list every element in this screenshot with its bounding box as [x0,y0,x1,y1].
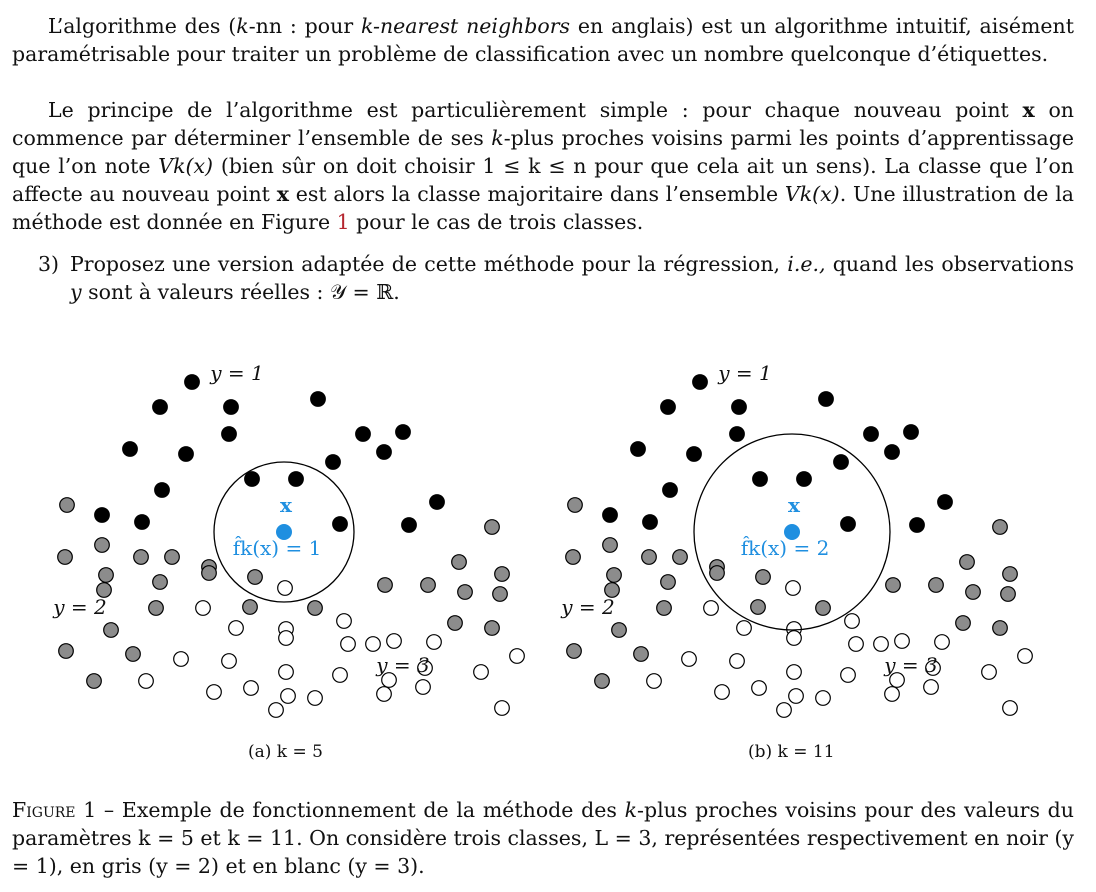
figure-panel-b [548,352,1038,732]
class-1-point [687,447,702,462]
class-3-point [174,652,189,667]
class-1-point [643,515,658,530]
class-3-point [510,649,525,664]
class-3-point [786,581,801,596]
class-3-point [730,654,745,669]
class-2-point [202,566,217,581]
label-y1: y = 1 [210,361,264,385]
class-2-point [886,578,901,593]
figure-caption [12,796,1074,880]
class-2-point [104,623,119,638]
class-2-point [642,550,657,565]
class-1-point [732,400,747,415]
label-y2: y = 2 [53,595,107,619]
class-1-point [938,495,953,510]
query-point-label: x [280,493,292,517]
class-3-point [874,637,889,652]
class-3-point [935,635,950,650]
para1-text-2: -nn : pour [248,14,361,38]
class-2-point [960,555,975,570]
class-3-point [1018,649,1033,664]
class-1-point [885,445,900,460]
class-2-point [495,567,510,582]
class-1-point [730,427,745,442]
class-2-point [458,585,473,600]
class-2-point [485,520,500,535]
class-3-point [222,654,237,669]
class-2-point [634,647,649,662]
para2-x-2: x [276,182,289,206]
class-3-point [229,621,244,636]
class-2-point [149,601,164,616]
class-2-point [673,550,688,565]
class-2-point [595,674,610,689]
para2-vk-2: Vk(x) [784,182,840,206]
question-text [70,250,1074,306]
class-2-point [134,550,149,565]
class-2-point [99,568,114,583]
class-1-point [377,445,392,460]
label-y2: y = 2 [561,595,615,619]
class-1-point [430,495,445,510]
class-1-point [289,472,304,487]
question-y: y [70,280,82,304]
class-2-point [485,621,500,636]
class-2-point [612,623,627,638]
class-3-point [777,703,792,718]
class-1-point [311,392,326,407]
class-2-point [929,578,944,593]
class-3-point [845,614,860,629]
para2-text-1: Le principe de l’algorithme est particulièrement simple : pour chaque nouveau point [48,98,1023,122]
class-2-point [153,575,168,590]
class-1-point [631,442,646,457]
class-2-point [993,520,1008,535]
class-2-point [568,498,583,513]
class-3-point [737,621,752,636]
class-2-point [248,570,263,585]
class-2-point [421,578,436,593]
label-y1: y = 1 [718,361,772,385]
class-2-point [87,674,102,689]
class-2-point [956,616,971,631]
para2-text-4: (bien sûr on doit choisir 1 ≤ k ≤ n pour que cela ait un sens). La classe que l’on affecte au nouveau point [12,154,1074,206]
para2-text-7: pour le cas de trois classes. [349,210,644,234]
class-3-point [244,681,259,696]
question-text-3: sont à valeurs réelles : 𝒴 = ℝ. [81,280,400,304]
class-1-point [179,447,194,462]
class-3-point [789,689,804,704]
class-2-point [756,570,771,585]
class-2-point [1003,567,1018,582]
class-1-point [185,375,200,390]
class-1-point [222,427,237,442]
intro-paragraph [12,12,1074,68]
class-1-point [819,392,834,407]
question-ie: i.e., [787,252,826,276]
class-2-point [378,578,393,593]
class-1-point [753,472,768,487]
class-1-point [661,400,676,415]
class-3-point [377,687,392,702]
figure-reference-link[interactable]: 1 [336,210,350,234]
class-3-point [885,687,900,702]
class-3-point [279,665,294,680]
class-3-point [895,634,910,649]
class-1-point [356,427,371,442]
class-2-point [165,550,180,565]
subcaption-a: (a) k = 5 [248,742,323,762]
class-3-point [495,701,510,716]
class-3-point [682,652,697,667]
class-3-point [849,637,864,652]
query-point-label: x [788,493,800,517]
para2-vk: Vk(x) [158,154,214,178]
class-2-point [603,538,618,553]
para2-k: k [491,126,504,150]
class-2-point [452,555,467,570]
class-2-point [493,587,508,602]
class-3-point [816,691,831,706]
class-1-point [396,425,411,440]
class-3-point [427,635,442,650]
class-3-point [279,631,294,646]
class-3-point [924,680,939,695]
class-1-point [402,518,417,533]
para2-text-3: -plus proches voisins parmi les points d’apprentissage que l’on note [12,126,1074,178]
class-2-point [243,600,258,615]
class-1-point [153,400,168,415]
class-1-point [224,400,239,415]
para2-text-5: est alors la classe majoritaire dans l’ensemble [288,182,785,206]
class-3-point [647,674,662,689]
class-3-point [841,668,856,683]
question-text-2: quand les observations [825,252,1074,276]
class-3-point [787,631,802,646]
class-3-point [196,601,211,616]
class-2-point [567,644,582,659]
class-3-point [704,601,719,616]
para1-paren: ( [228,14,237,38]
class-3-point [269,703,284,718]
class-2-point [993,621,1008,636]
class-1-point [326,455,341,470]
class-1-point [693,375,708,390]
class-1-point [603,508,618,523]
class-1-point [904,425,919,440]
para1-knn-english: k-nearest neighbors [360,14,571,38]
class-1-point [333,517,348,532]
caption-text-1: – Exemple de fonctionnement de la méthode des [96,798,625,822]
class-2-point [126,647,141,662]
class-1-point [155,483,170,498]
class-3-point [281,689,296,704]
estimate-label: f̂k(x) = 1 [232,536,322,560]
estimate-label: f̂k(x) = 2 [740,536,830,560]
class-2-point [657,601,672,616]
class-2-point [966,585,981,600]
class-1-point [797,472,812,487]
para2-x: x [1022,98,1035,122]
caption-text-2: -plus proches voisins pour des valeurs du paramètres k = 5 et k = 11. On considère trois classes, L = 3, représentées respectivement en noir (y = 1), en gris (y = 2) et en blanc (y = 3). [12,798,1074,878]
class-3-point [387,634,402,649]
caption-k: k [624,798,638,822]
subcaption-b: (b) k = 11 [748,742,835,762]
figure-panel-a [40,352,530,732]
class-3-point [752,681,767,696]
class-2-point [661,575,676,590]
class-2-point [607,568,622,583]
class-2-point [1001,587,1016,602]
class-1-point [864,427,879,442]
label-y3: y = 3 [884,653,938,677]
class-3-point [474,665,489,680]
class-3-point [366,637,381,652]
class-2-point [58,550,73,565]
class-3-point [787,665,802,680]
class-3-point [982,665,997,680]
class-1-point [834,455,849,470]
question-text-1: Proposez une version adaptée de cette méthode pour la régression, [70,252,788,276]
class-3-point [278,581,293,596]
class-3-point [1003,701,1018,716]
label-y3: y = 3 [376,653,430,677]
para1-text-3: en anglais) est un algorithme intuitif, aisément paramétrisable pour traiter un problème de classification avec un nombre quelconque d’étiquettes. [12,14,1074,66]
class-3-point [337,614,352,629]
class-3-point [139,674,154,689]
class-1-point [910,518,925,533]
class-1-point [841,517,856,532]
class-2-point [751,600,766,615]
class-3-point [333,668,348,683]
caption-label: Figure 1 [12,798,97,822]
class-2-point [816,601,831,616]
class-1-point [135,515,150,530]
class-3-point [341,637,356,652]
para2-text-2: on commence par déterminer l’ensemble de ses [12,98,1075,150]
class-2-point [95,538,110,553]
class-1-point [95,508,110,523]
class-3-point [207,685,222,700]
class-1-point [663,483,678,498]
class-2-point [60,498,75,513]
para1-text-1: L’algorithme des [48,14,229,38]
para1-k: k [236,14,249,38]
class-2-point [448,616,463,631]
class-2-point [566,550,581,565]
class-1-point [245,472,260,487]
class-3-point [715,685,730,700]
question-number: 3) [38,252,60,276]
para2-text-6: . Une illustration de la méthode est donnée en Figure [12,182,1075,234]
principle-paragraph [12,96,1074,236]
class-3-point [416,680,431,695]
class-2-point [710,566,725,581]
class-2-point [308,601,323,616]
class-1-point [123,442,138,457]
class-2-point [59,644,74,659]
class-3-point [308,691,323,706]
